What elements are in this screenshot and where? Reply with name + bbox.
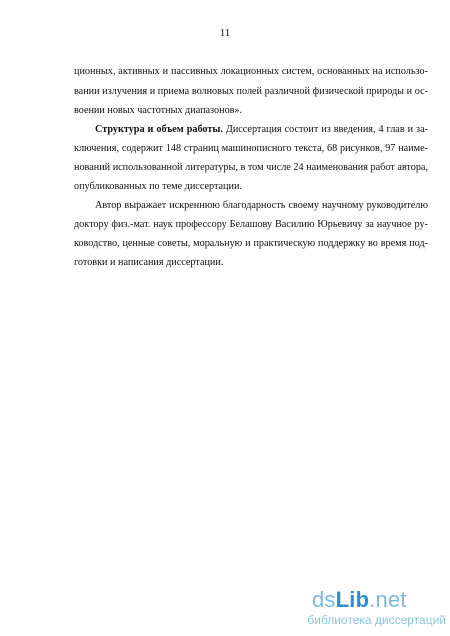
text-line: доктору физ.-мат. наук профессору Белашову Василию Юрьевичу за научное ру- (74, 219, 428, 230)
text-line: ководство, ценные советы, моральную и практическую поддержку во время под- (74, 238, 428, 249)
section-heading: Структура и объем работы. (95, 124, 223, 135)
text-line: вании излучения и приема волновых полей различной физической природы и ос- (74, 86, 428, 97)
dslib-watermark (286, 587, 446, 631)
dslib-logo (312, 587, 407, 613)
page-number: 11 (219, 27, 231, 39)
text-line: воении новых частотных диапазонов». (74, 105, 243, 116)
text-line: ключения, содержит 148 страниц машинописного текста, 68 рисунков, 97 наиме- (74, 143, 428, 154)
logo-ds: ds (312, 587, 336, 612)
logo-lib: Lib (335, 587, 370, 612)
text-line (95, 122, 428, 137)
text-line: нований использованной литературы, в том числе 24 наименования работ автора, (74, 162, 428, 173)
watermark-caption: библиотека диссертаций (307, 613, 446, 627)
logo-net: .net (369, 587, 407, 612)
text-line: ционных, активных и пассивных локационных систем, основанных на использо- (74, 66, 428, 77)
text-line: Автор выражает искреннюю благодарность своему научному руководителю (95, 200, 428, 211)
text-span: Диссертация состоит из введения, 4 глав и за- (222, 124, 428, 135)
text-line: готовки и написания диссертации. (74, 257, 224, 268)
text-line: опубликованных по теме диссертации. (74, 181, 242, 192)
